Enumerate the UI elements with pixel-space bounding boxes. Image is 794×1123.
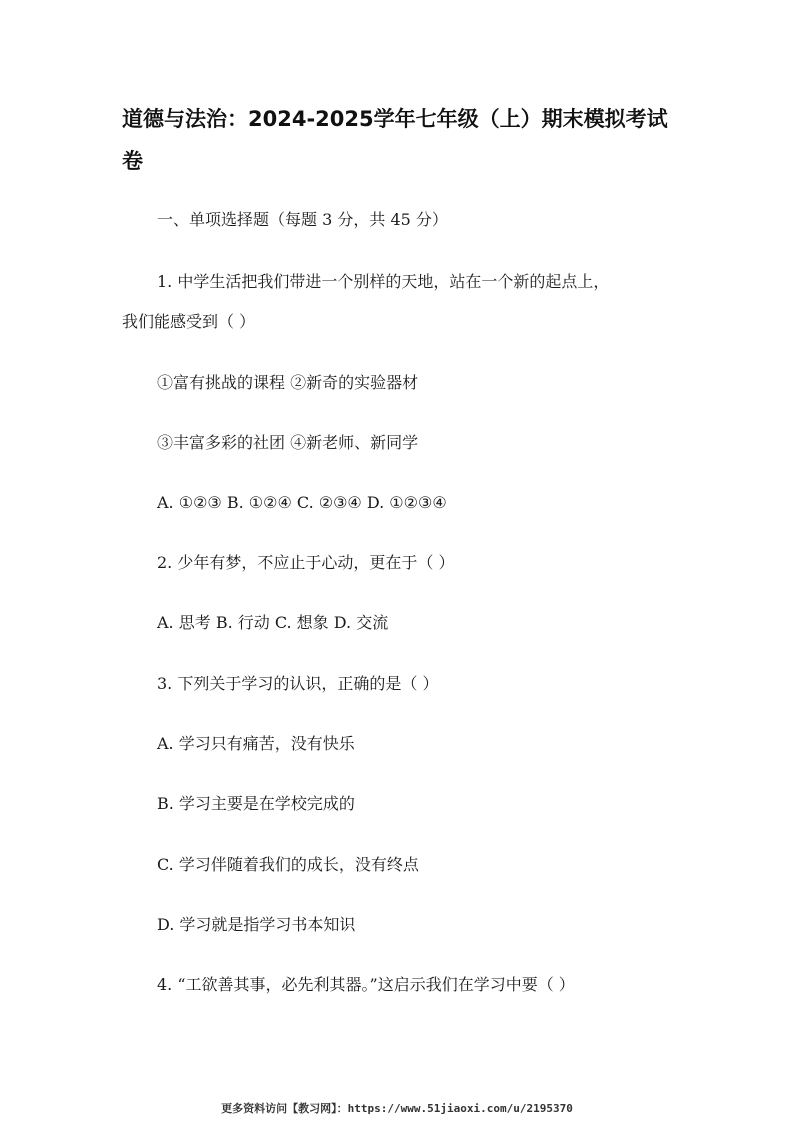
question-1-options: A. ①②③ B. ①②④ C. ②③④ D. ①②③④: [157, 493, 447, 512]
section-heading: 一、单项选择题（每题 3 分，共 45 分）: [157, 210, 448, 229]
footer-source-link[interactable]: 更多资料访问【教习网】：https://www.51jiaoxi.com/u/2195370: [221, 1102, 573, 1115]
question-1-items-line-1: ①富有挑战的课程 ②新奇的实验器材: [157, 373, 419, 392]
question-3-option-a: A. 学习只有痛苦，没有快乐: [157, 734, 355, 753]
question-3-option-b: B. 学习主要是在学校完成的: [157, 794, 355, 813]
question-1-stem: 1. 中学生活把我们带进一个别样的天地，站在一个新的起点上，: [157, 272, 610, 291]
question-4-stem: 4. “工欲善其事，必先利其器。”这启示我们在学习中要（ ）: [157, 975, 575, 994]
question-1-items-line-2: ③丰富多彩的社团 ④新老师、新同学: [157, 433, 419, 452]
question-3-option-d: D. 学习就是指学习书本知识: [157, 915, 356, 934]
exam-title: 道德与法治：2024-2025学年七年级（上）期末模拟考试卷: [122, 107, 668, 173]
question-2-stem: 2. 少年有梦，不应止于心动，更在于（ ）: [157, 553, 455, 572]
question-3-stem: 3. 下列关于学习的认识，正确的是（ ）: [157, 674, 439, 693]
question-1-stem-continued: 我们能感受到（ ）: [122, 312, 256, 331]
question-2-options: A. 思考 B. 行动 C. 想象 D. 交流: [157, 613, 389, 632]
question-3-option-c: C. 学习伴随着我们的成长，没有终点: [157, 855, 419, 874]
